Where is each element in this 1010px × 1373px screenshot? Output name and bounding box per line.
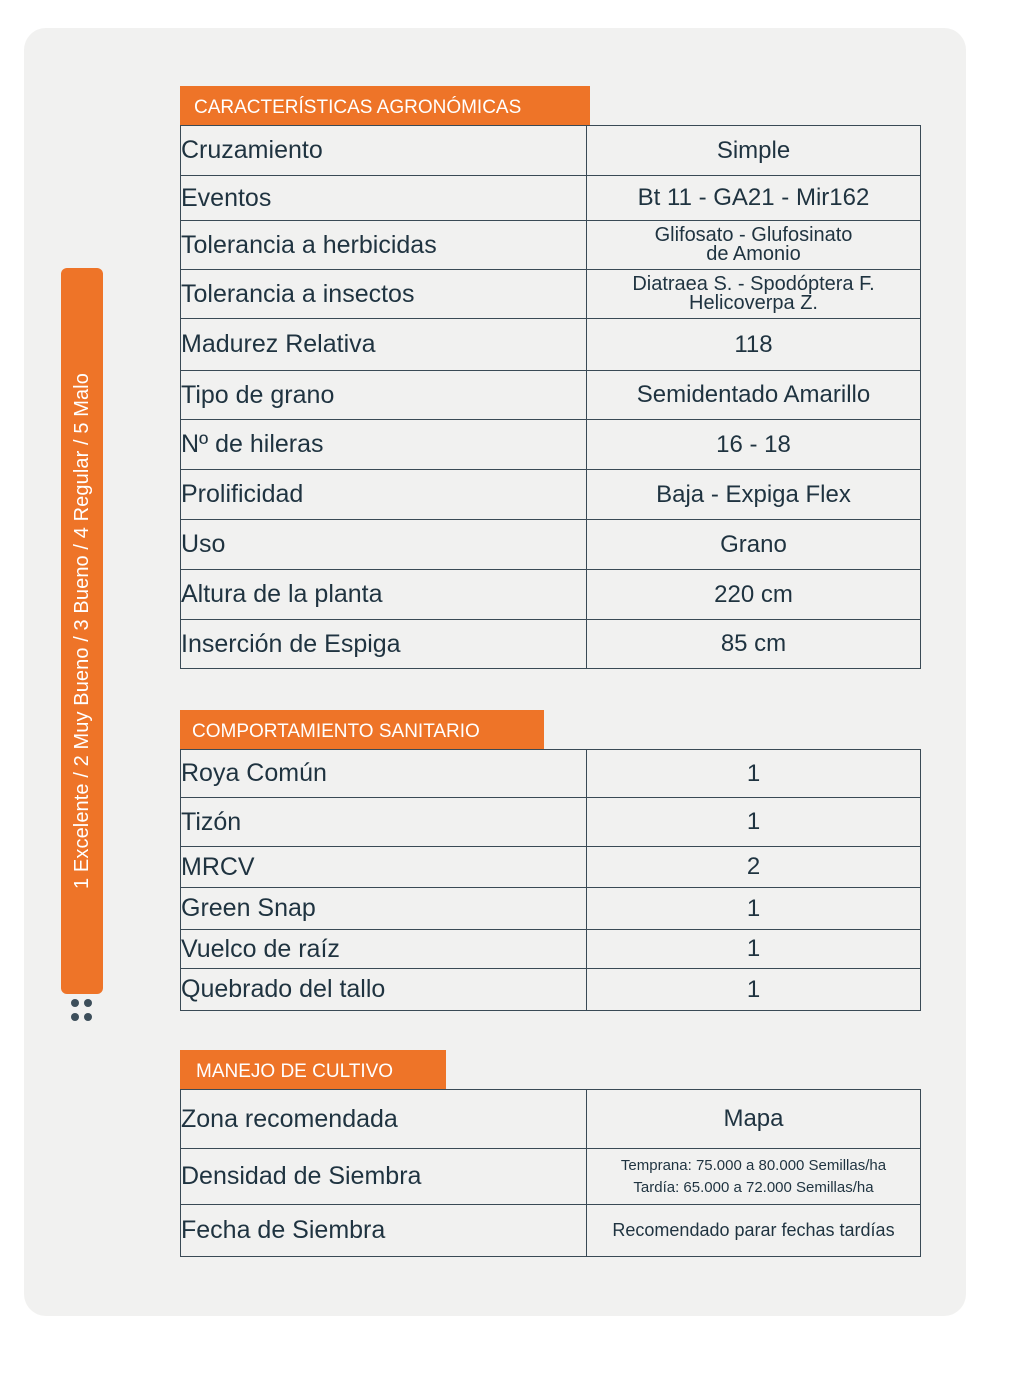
management-table: [180, 1089, 921, 1257]
table-row: [181, 420, 921, 470]
row-label: Tolerancia a insectos: [181, 270, 587, 319]
row-label: Cruzamiento: [181, 126, 587, 176]
table-row: [181, 930, 921, 969]
row-value: [587, 221, 921, 270]
row-label: Green Snap: [181, 888, 587, 930]
row-label: Tolerancia a herbicidas: [181, 221, 587, 270]
row-label: Altura de la planta: [181, 570, 587, 620]
value-line: Tardía: 65.000 a 72.000 Semillas/ha: [633, 1178, 874, 1196]
dots-icon: [71, 999, 95, 1023]
table-row: [181, 470, 921, 520]
row-label: Tizón: [181, 798, 587, 847]
row-value: 1: [587, 969, 921, 1011]
table-row: [181, 570, 921, 620]
row-label: Fecha de Siembra: [181, 1205, 587, 1257]
value-line: Glifosato - Glufosinato: [654, 224, 853, 246]
table-row: [181, 221, 921, 270]
row-label: Eventos: [181, 176, 587, 221]
table-row: [181, 520, 921, 570]
row-label: Vuelco de raíz: [181, 930, 587, 969]
row-value: [587, 1149, 921, 1205]
row-label: Quebrado del tallo: [181, 969, 587, 1011]
table-row: [181, 750, 921, 798]
row-label: Zona recomendada: [181, 1090, 587, 1149]
table-row: [181, 319, 921, 371]
table-row: [181, 1149, 921, 1205]
row-value: 118: [587, 319, 921, 371]
table-row: [181, 969, 921, 1011]
table-row: [181, 888, 921, 930]
table-row: [181, 270, 921, 319]
agronomic-table: [180, 125, 921, 669]
value-line: Diatraea S. - Spodóptera F.: [632, 273, 875, 295]
value-line: de Amonio: [706, 243, 801, 265]
row-value: Simple: [587, 126, 921, 176]
management-section-header: MANEJO DE CULTIVO: [180, 1050, 446, 1090]
row-label: MRCV: [181, 847, 587, 888]
row-value: 220 cm: [587, 570, 921, 620]
rating-legend: 1 Excelente / 2 Muy Bueno / 3 Bueno / 4 Regular / 5 Malo: [71, 373, 93, 889]
value-line: Helicoverpa Z.: [689, 292, 818, 314]
sanitary-table: [180, 749, 921, 1011]
row-value: 85 cm: [587, 620, 921, 669]
row-value: Baja - Expiga Flex: [587, 470, 921, 520]
row-label: Densidad de Siembra: [181, 1149, 587, 1205]
row-value: 2: [587, 847, 921, 888]
table-row: [181, 847, 921, 888]
row-value: Mapa: [587, 1090, 921, 1149]
row-label: Madurez Relativa: [181, 319, 587, 371]
row-label: Tipo de grano: [181, 371, 587, 420]
row-label: Inserción de Espiga: [181, 620, 587, 669]
sanitary-section-header: COMPORTAMIENTO SANITARIO: [180, 710, 544, 750]
table-row: [181, 798, 921, 847]
row-label: Uso: [181, 520, 587, 570]
table-row: [181, 1205, 921, 1257]
row-value: Bt 11 - GA21 - Mir162: [587, 176, 921, 221]
table-row: [181, 371, 921, 420]
value-line: Temprana: 75.000 a 80.000 Semillas/ha: [620, 1156, 887, 1174]
row-value: [587, 270, 921, 319]
row-value: Semidentado Amarillo: [587, 371, 921, 420]
row-value: 16 - 18: [587, 420, 921, 470]
table-row: [181, 176, 921, 221]
row-value: Grano: [587, 520, 921, 570]
row-label: Prolificidad: [181, 470, 587, 520]
row-value: 1: [587, 930, 921, 969]
row-value: 1: [587, 750, 921, 798]
row-value: 1: [587, 888, 921, 930]
row-value: Recomendado parar fechas tardías: [587, 1205, 921, 1257]
table-row: [181, 1090, 921, 1149]
table-row: [181, 620, 921, 669]
table-row: [181, 126, 921, 176]
agronomic-section-header: CARACTERÍSTICAS AGRONÓMICAS: [180, 86, 590, 126]
row-label: Roya Común: [181, 750, 587, 798]
row-label: Nº de hileras: [181, 420, 587, 470]
row-value: 1: [587, 798, 921, 847]
